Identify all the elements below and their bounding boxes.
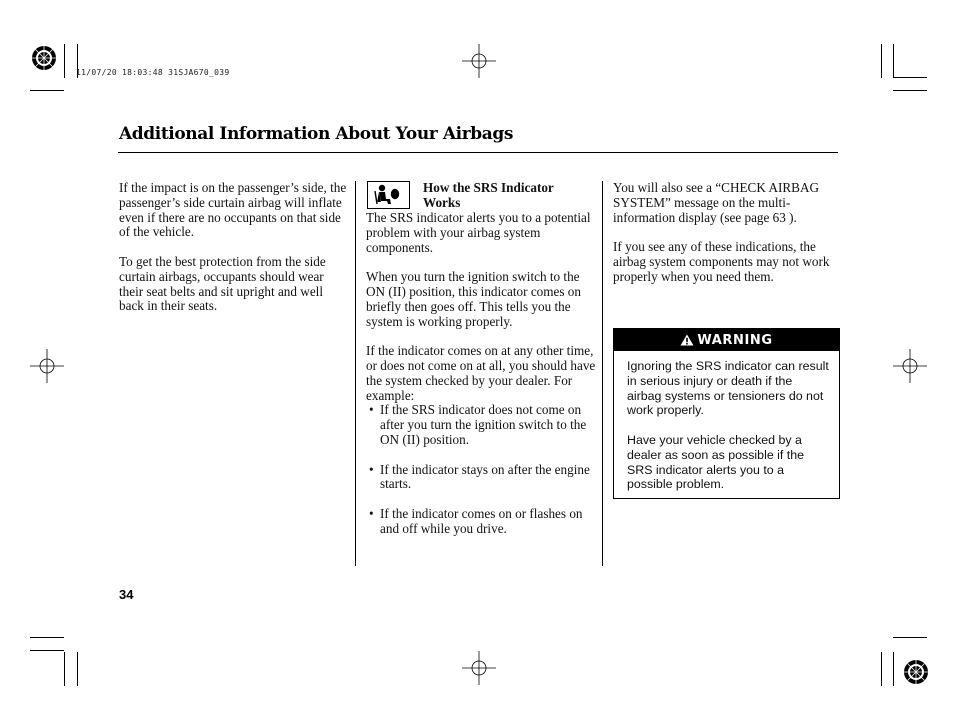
column-divider	[355, 181, 356, 566]
print-stamp: 11/07/20 18:03:48 31SJA670_039	[76, 68, 230, 77]
warning-text-1: Ignoring the SRS indicator can result in serious injury or death if the airbag systems or tensioners do not work properly.	[627, 359, 829, 418]
column-3-para-2: If you see any of these indications, the airbag system components may not work properly when you need them.	[613, 239, 830, 284]
warning-label: WARNING	[697, 332, 773, 348]
page-number: 34	[119, 587, 134, 602]
column-2-para-1: The SRS indicator alerts you to a potential problem with your airbag system components.	[366, 210, 591, 255]
warning-header	[614, 329, 839, 351]
registration-target-icon	[901, 657, 931, 687]
crosshair-mark-icon	[462, 44, 496, 78]
column-2	[366, 211, 598, 551]
srs-indicator-icon-box	[367, 181, 410, 209]
warning-triangle-icon	[680, 334, 694, 346]
column-1	[119, 181, 349, 329]
list-item: • If the SRS indicator does not come on after you turn the ignition switch to the ON (II) position.	[366, 403, 598, 447]
title-rule	[118, 152, 838, 153]
column-2-para-3: If the indicator comes on at any other time, or does not come on at all, you should have the system checked by your dealer. For example:	[366, 343, 596, 403]
example-list	[366, 403, 598, 536]
section-heading: How the SRS Indicator Works	[423, 180, 554, 210]
column-3-para-1: You will also see a “CHECK AIRBAG SYSTEM” message on the multi-information display (see page 63 ).	[613, 180, 819, 225]
list-item: • If the indicator comes on or flashes on and off while you drive.	[366, 507, 598, 537]
warning-body	[614, 351, 839, 492]
list-item: • If the indicator stays on after the engine starts.	[366, 463, 598, 493]
warning-text-2: Have your vehicle checked by a dealer as soon as possible if the SRS indicator alerts you to a possible problem.	[627, 432, 805, 492]
crosshair-mark-icon	[462, 651, 496, 685]
column-1-para-1: If the impact is on the passenger’s side, the passenger’s side curtain airbag will inflate even if there are no occupants on that side of the vehicle.	[119, 180, 347, 240]
column-2-para-2: When you turn the ignition switch to the ON (II) position, this indicator comes on briefly then goes off. This tells you the system is working properly.	[366, 269, 581, 329]
registration-target-icon	[29, 43, 59, 73]
crosshair-mark-icon	[30, 349, 64, 383]
column-divider	[602, 181, 603, 566]
column-3	[613, 181, 838, 299]
column-1-para-2: To get the best protection from the side curtain airbags, occupants should wear their seat belts and sit upright and well back in their seats.	[119, 253, 326, 314]
page-title: Additional Information About Your Airbags	[119, 124, 514, 144]
srs-airbag-indicator-icon	[368, 182, 409, 208]
warning-box	[613, 328, 840, 499]
crosshair-mark-icon	[893, 349, 927, 383]
